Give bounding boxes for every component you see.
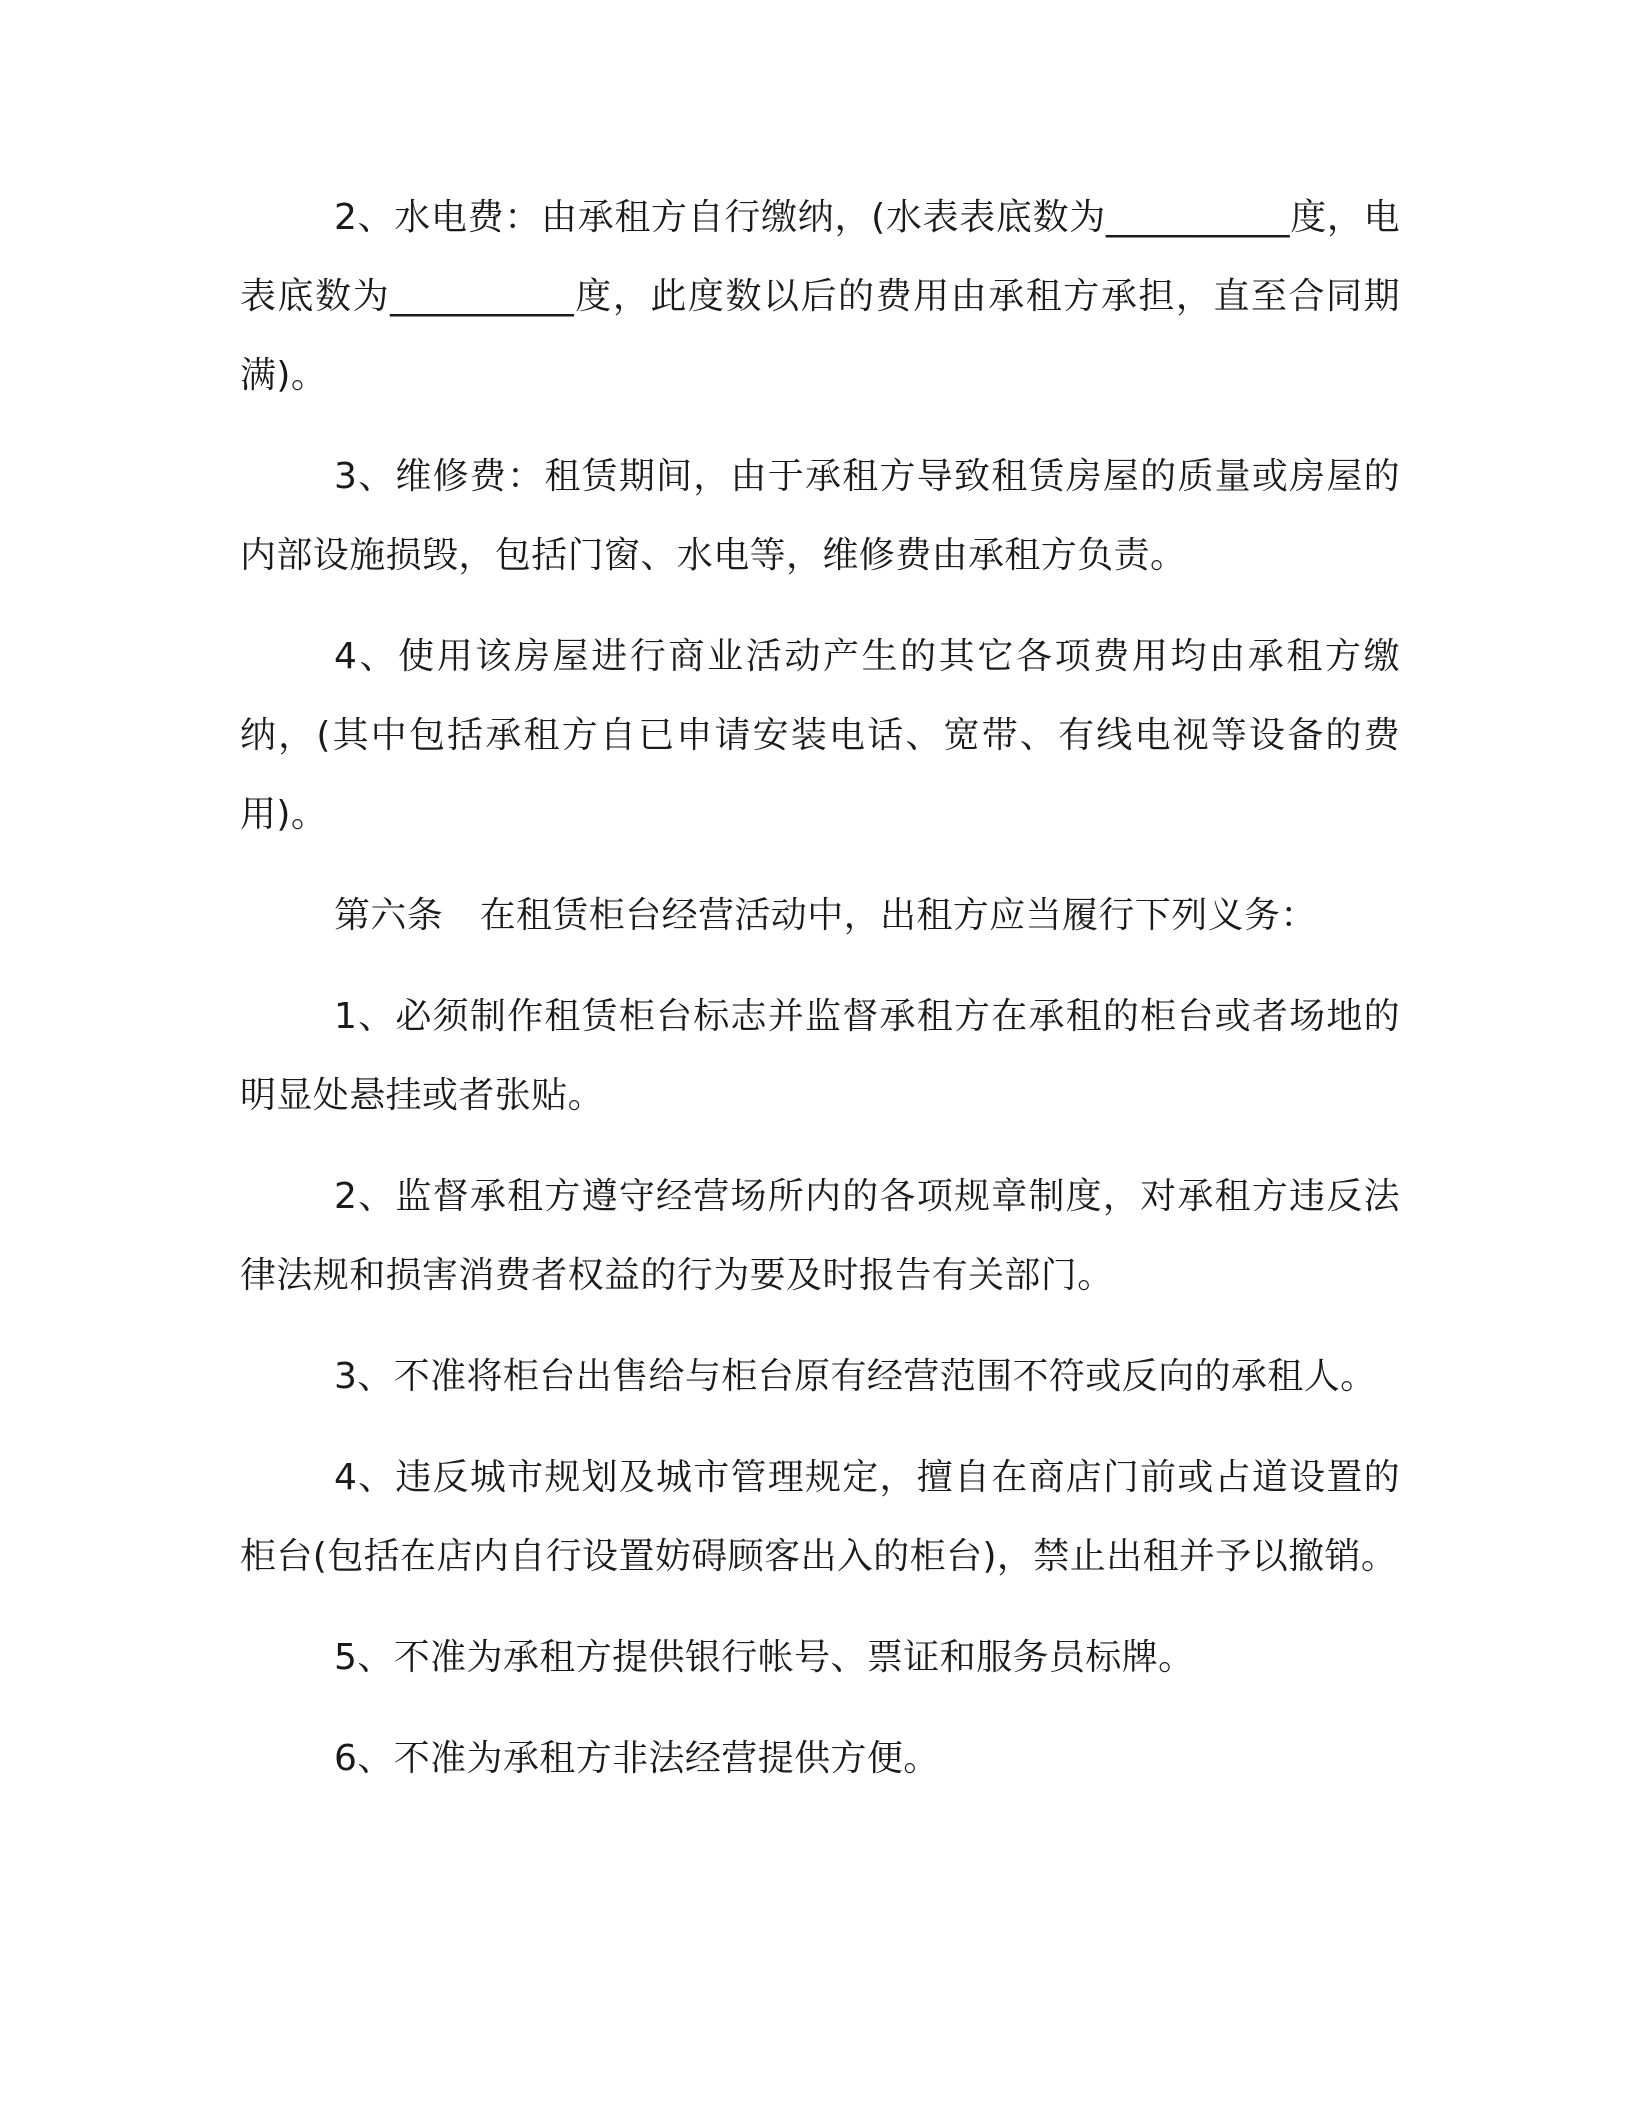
document-body xyxy=(240,178,1400,1820)
paragraph-duty-1: 1、必须制作租赁柜台标志并监督承租方在承租的柜台或者场地的明显处悬挂或者张贴。 xyxy=(240,996,1400,1116)
paragraph-duty-2: 2、监督承租方遵守经营场所内的各项规章制度，对承租方违反法律法规和损害消费者权益的行为要及时报告有关部门。 xyxy=(240,1176,1400,1296)
paragraph-duty-3: 3、不准将柜台出售给与柜台原有经营范围不符或反向的承租人。 xyxy=(334,1356,1377,1397)
article-six-heading: 第六条 在租赁柜台经营活动中，出租方应当履行下列义务： xyxy=(334,895,1317,936)
paragraph-repair-fee: 3、维修费：租赁期间，由于承租方导致租赁房屋的质量或房屋的内部设施损毁，包括门窗、水电等，维修费由承租方负责。 xyxy=(240,456,1400,576)
paragraph-duty-5: 5、不准为承租方提供银行帐号、票证和服务员标牌。 xyxy=(334,1637,1195,1678)
paragraph-utility-fee: 2、水电费：由承租方自行缴纳，(水表表底数为__________度，电表底数为__________度，此度数以后的费用由承租方承担，直至合同期满)。 xyxy=(240,197,1400,396)
paragraph-other-fees: 4、使用该房屋进行商业活动产生的其它各项费用均由承租方缴纳，(其中包括承租方自已申请安装电话、宽带、有线电视等设备的费用)。 xyxy=(240,636,1400,835)
paragraph-duty-4: 4、违反城市规划及城市管理规定，擅自在商店门前或占道设置的柜台(包括在店内自行设置妨碍顾客出入的柜台)，禁止出租并予以撤销。 xyxy=(240,1457,1400,1577)
paragraph-duty-6: 6、不准为承租方非法经营提供方便。 xyxy=(334,1738,940,1779)
